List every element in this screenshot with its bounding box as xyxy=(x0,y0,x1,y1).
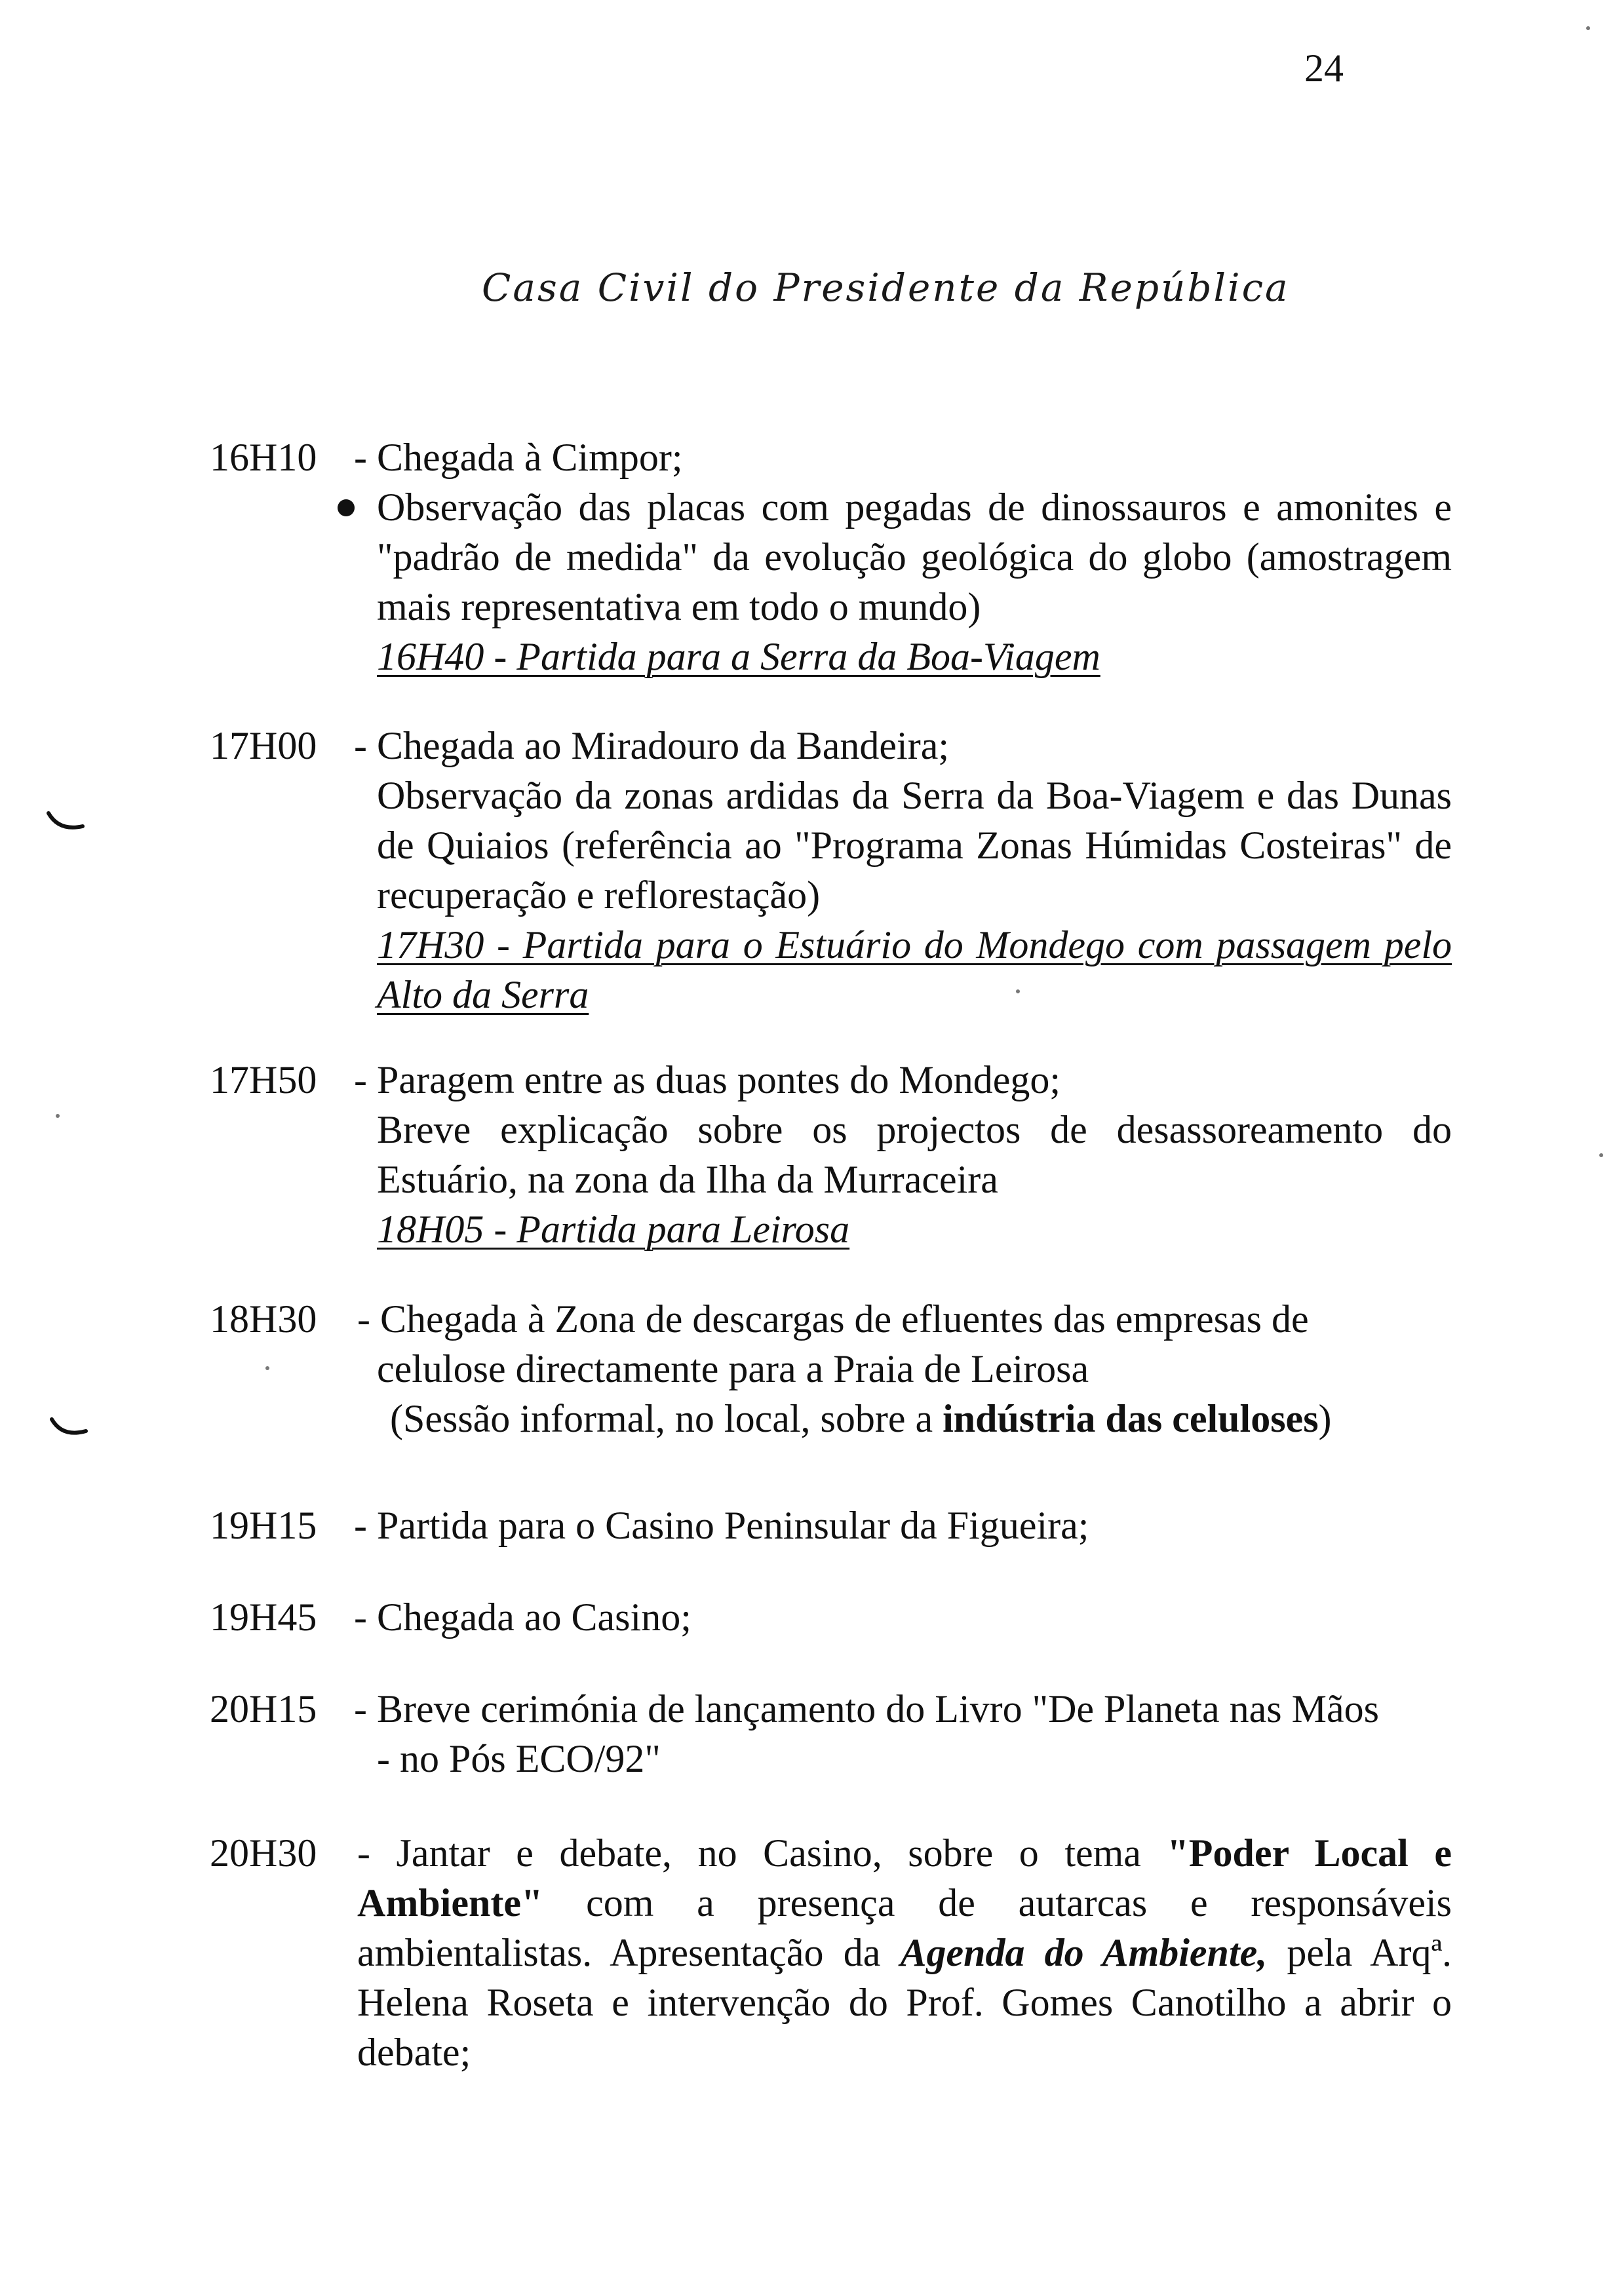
entry-heading: - Chegada à Zona de descargas de efluentes das empresas de xyxy=(357,1297,1309,1341)
agenda-title: Agenda do Ambiente, xyxy=(900,1931,1268,1974)
debate-theme: "Poder Local e Ambiente" xyxy=(357,1831,1452,1924)
entry-time: 20H15 xyxy=(210,1687,317,1731)
entry-note: (Sessão informal, no local, sobre a indústria das celuloses) xyxy=(390,1397,1332,1440)
entry-departure: 16H40 - Partida para a Serra da Boa-Viagem xyxy=(377,635,1100,678)
entry-body xyxy=(377,482,1452,681)
entry-time: 19H45 xyxy=(210,1596,317,1639)
scan-speck xyxy=(1599,1153,1603,1157)
entry-time: 20H30 xyxy=(210,1831,317,1875)
entry-time: 19H15 xyxy=(210,1504,317,1547)
entry-heading: - Partida para o Casino Peninsular da Figueira; xyxy=(354,1504,1089,1547)
letterhead: Casa Civil do Presidente da República xyxy=(482,265,1290,310)
entry-time: 17H00 xyxy=(210,724,317,767)
entry-detail: Breve explicação sobre os projectos de desassoreamento do Estuário, na zona da Ilha da Murraceira xyxy=(377,1108,1452,1201)
entry-detail: Observação da zonas ardidas da Serra da Boa-Viagem e das Dunas de Quiaios (referência ao "Programa Zonas Húmidas Costeiras" de recuperação e reflorestação) xyxy=(377,774,1452,917)
entry-heading: - Paragem entre as duas pontes do Mondego; xyxy=(354,1058,1061,1101)
check-mark-icon xyxy=(49,1415,88,1442)
entry-heading: - Breve cerimónia de lançamento do Livro "De Planeta nas Mãos xyxy=(354,1687,1379,1731)
entry-heading: - Jantar e debate, no Casino, sobre o tema xyxy=(357,1831,1141,1875)
entry-detail: celulose directamente para a Praia de Leirosa xyxy=(377,1347,1089,1390)
bullet-icon xyxy=(338,499,355,516)
entry-departure: 17H30 - Partida para o Estuário do Mondego com passagem pelo Alto da Serra xyxy=(377,923,1452,1016)
entry-time: 16H10 xyxy=(210,436,317,479)
scan-speck xyxy=(1586,26,1590,30)
entry-heading: - Chegada ao Casino; xyxy=(354,1596,691,1639)
scan-speck xyxy=(56,1114,60,1118)
scan-speck xyxy=(265,1366,269,1370)
page-number: 24 xyxy=(1304,47,1344,90)
entry-body xyxy=(377,1344,1452,1444)
check-mark-icon xyxy=(46,809,85,835)
entry-time: 18H30 xyxy=(210,1297,317,1341)
entry-departure: 18H05 - Partida para Leirosa xyxy=(377,1208,850,1251)
note-emphasis: indústria das celuloses xyxy=(943,1397,1319,1440)
entry-detail: - Jantar e debate, no Casino, sobre o tema "Poder Local e Ambiente" com a presença de autarcas e responsáveis ambientalistas. Apresentação da Agenda do Ambiente, pela Arqª. Helena Roseta e intervenção do Prof. Gomes Canotilho a abrir o debate; xyxy=(357,1831,1452,2074)
entry-heading: - Chegada ao Miradouro da Bandeira; xyxy=(354,724,949,767)
entry-heading: - Chegada à Cimpor; xyxy=(354,436,683,479)
entry-body xyxy=(377,1734,1452,1784)
scan-speck xyxy=(1016,989,1020,993)
entry-detail: - no Pós ECO/92" xyxy=(377,1737,661,1780)
entry-detail: Observação das placas com pegadas de dinossauros e amonites e "padrão de medida" da evolução geológica do globo (amostragem mais representativa em todo o mundo) xyxy=(377,486,1452,628)
entry-body xyxy=(377,1105,1452,1254)
entry-body xyxy=(377,771,1452,1020)
entry-time: 17H50 xyxy=(210,1058,317,1101)
entry-body xyxy=(357,1828,1452,2077)
